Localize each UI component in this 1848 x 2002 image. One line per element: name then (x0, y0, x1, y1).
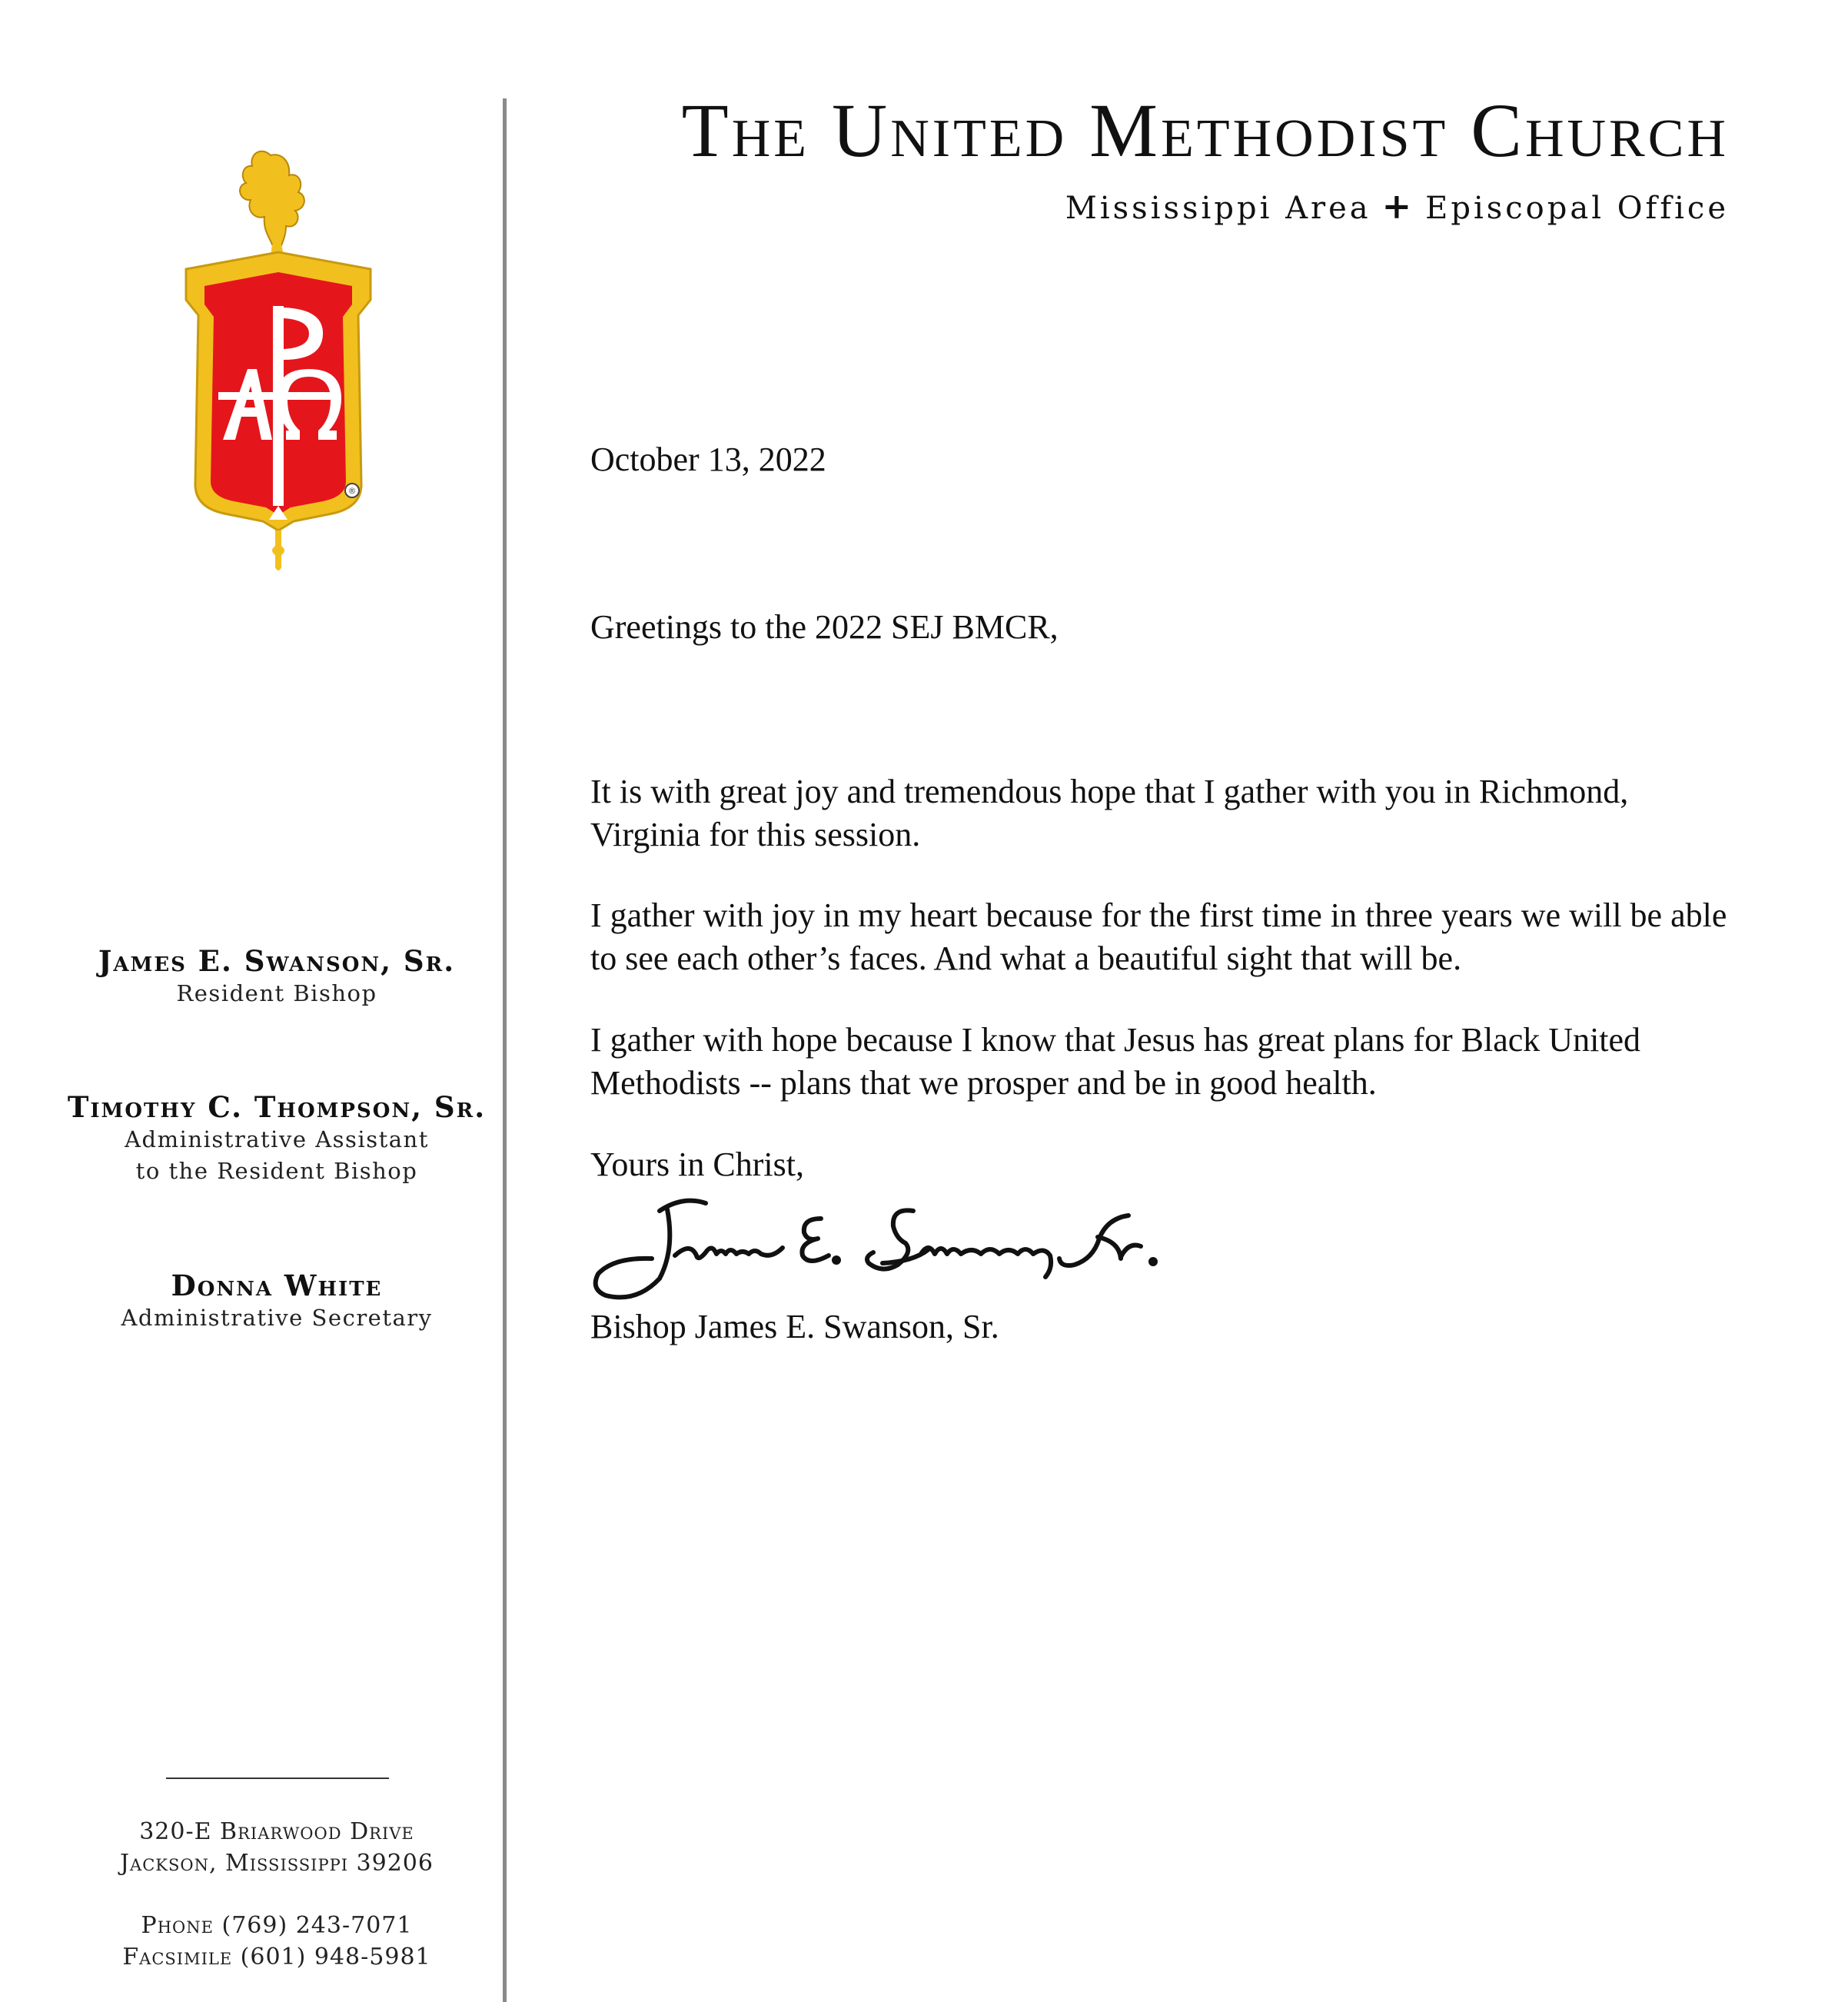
letter-paragraph: I gather with hope because I know that Jesus has great plans for Black United Methodists -- plans that we prosper and be in good health. (590, 1021, 1641, 1102)
contact-info (31, 1910, 523, 1973)
registered-mark: ® (347, 486, 357, 496)
staff-entry-secretary (31, 1269, 523, 1334)
subtitle-area: Mississippi Area (1065, 191, 1371, 226)
organization-subtitle (1065, 185, 1729, 230)
staff-title: Administrative Secretary (121, 1305, 433, 1331)
organization-title: The United Methodist Church (681, 88, 1729, 173)
handwritten-signature (590, 1188, 1175, 1303)
staff-name: Timothy C. Thompson, Sr. (67, 1090, 487, 1124)
staff-name: James E. Swanson, Sr. (98, 944, 456, 978)
cross-and-flame-logo (178, 146, 378, 577)
staff-title: to the Resident Bishop (135, 1158, 418, 1184)
letter-greeting: Greetings to the 2022 SEJ BMCR, (590, 608, 1059, 646)
letter-date: October 13, 2022 (590, 441, 826, 478)
sidebar-divider (503, 98, 507, 2002)
address-street: 320-E Briarwood Drive (139, 1818, 414, 1845)
cross-separator-icon: + (1381, 185, 1415, 227)
staff-name: Donna White (171, 1269, 383, 1302)
staff-entry-bishop (31, 944, 523, 1009)
letterhead-sidebar (0, 0, 504, 2002)
flame-icon (240, 151, 304, 254)
address-city: Jackson, Mississippi 39206 (120, 1850, 434, 1877)
mailing-address (31, 1816, 523, 1879)
staff-title: Resident Bishop (176, 980, 377, 1006)
subtitle-office: Episcopal Office (1425, 191, 1729, 226)
staff-entry-assistant (31, 1090, 523, 1187)
footer-divider (166, 1778, 389, 1779)
letter-paragraph: It is with great joy and tremendous hope that I gather with you in Richmond, Virginia for this session. (590, 773, 1629, 853)
letter-paragraph: I gather with joy in my heart because for the first time in three years we will be able to see each other’s faces. And what a beautiful sight that will be. (590, 896, 1727, 977)
phone-number: Phone (769) 243-7071 (141, 1912, 413, 1939)
fax-number: Facsimile (601) 948-5981 (122, 1944, 431, 1970)
letter-closing: Yours in Christ, (590, 1146, 804, 1183)
signer-name: Bishop James E. Swanson, Sr. (590, 1308, 999, 1345)
staff-title: Administrative Assistant (125, 1126, 429, 1152)
